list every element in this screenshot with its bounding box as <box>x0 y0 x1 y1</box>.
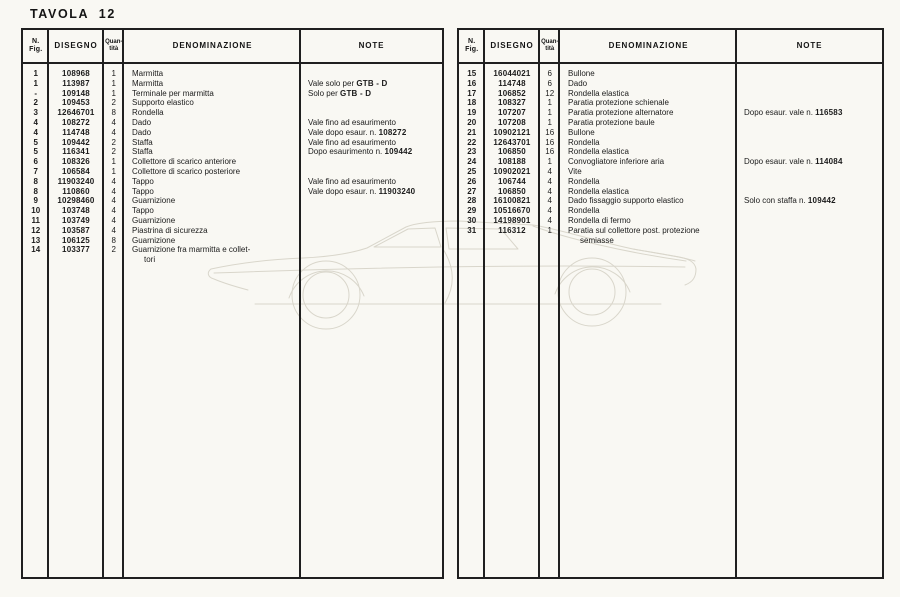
table-row <box>23 128 442 138</box>
denominazione-cell <box>124 147 301 157</box>
denominazione-line: Marmitta <box>132 78 164 88</box>
note-cell <box>737 69 882 79</box>
denominazione-cell <box>124 89 301 99</box>
qty-cell: 2 <box>111 147 116 157</box>
disegno-cell: 12643701 <box>493 137 531 147</box>
disegno-cell: 10298460 <box>57 196 95 206</box>
disegno-cell: 14198901 <box>493 215 531 225</box>
note-cell <box>301 147 442 157</box>
table-row <box>459 177 882 187</box>
fig-cell: 1 <box>33 69 38 78</box>
table-row <box>459 79 882 89</box>
table-body <box>459 64 882 577</box>
table-row <box>23 245 442 265</box>
fig-cell: 22 <box>467 137 477 147</box>
note-cell <box>737 138 882 148</box>
denominazione-cell <box>560 69 737 79</box>
fig-cell: 2 <box>33 98 38 108</box>
qty-cell: 6 <box>547 69 552 78</box>
table-body <box>23 64 442 577</box>
qty-cell: 2 <box>111 245 116 255</box>
denominazione-cell <box>560 196 737 206</box>
note-cell <box>737 147 882 157</box>
fig-cell: 4 <box>33 127 38 137</box>
note-cell <box>737 226 882 246</box>
fig-cell: 26 <box>467 176 477 186</box>
disegno-cell: 106852 <box>498 88 526 98</box>
note-part-number: 108272 <box>378 127 407 137</box>
denominazione-line: Paratia protezione alternatore <box>568 108 674 118</box>
note-cell <box>301 216 442 226</box>
qty-cell: 4 <box>547 176 552 186</box>
fig-cell: 28 <box>467 196 477 206</box>
note-text: Vale fino ad esaurimento <box>308 117 396 127</box>
denominazione-line: Rondella elastica <box>568 88 629 98</box>
note-cell <box>737 118 882 128</box>
fig-cell: 9 <box>33 196 38 206</box>
note-text: Solo per <box>308 88 341 98</box>
note-text: Vale fino ad esaurimento <box>308 137 396 147</box>
note-cell <box>737 187 882 197</box>
denominazione-line: Dado <box>568 78 588 88</box>
disegno-cell: 116312 <box>498 225 526 235</box>
denominazione-cell <box>124 108 301 118</box>
denominazione-line: Rondella elastica <box>568 147 629 157</box>
denominazione-cell <box>124 196 301 206</box>
denominazione-line: Paratia sul collettore post. protezione <box>568 225 700 235</box>
table-row <box>459 226 882 246</box>
fig-cell: 16 <box>467 78 477 88</box>
denominazione-line: Guarnizione <box>132 215 176 225</box>
parts-table-right <box>457 28 884 579</box>
denominazione-cell <box>560 157 737 167</box>
denominazione-cell <box>560 118 737 128</box>
disegno-cell: 16044021 <box>493 69 531 78</box>
denominazione-line: Rondella <box>568 137 600 147</box>
fig-cell: 12 <box>31 225 41 235</box>
disegno-cell: 108188 <box>498 157 526 167</box>
disegno-cell: 108272 <box>62 117 90 127</box>
header-quantita: Quan- tità <box>541 39 559 52</box>
denominazione-line: Dado <box>132 127 152 137</box>
denominazione-cell <box>124 98 301 108</box>
disegno-cell: 12646701 <box>57 108 95 118</box>
denominazione-cell <box>560 187 737 197</box>
disegno-cell: 116341 <box>62 147 90 157</box>
note-text: Vale solo per <box>308 78 357 88</box>
denominazione-line: Guarnizione fra marmitta e collet- <box>132 245 251 255</box>
note-cell <box>737 108 882 118</box>
table-row <box>459 128 882 138</box>
table-row <box>459 108 882 118</box>
note-text: Dopo esaur. vale n. <box>744 157 816 167</box>
fig-cell: 20 <box>467 117 477 127</box>
denominazione-line: Tappo <box>132 186 154 196</box>
table-row <box>459 167 882 177</box>
note-cell <box>301 69 442 79</box>
disegno-cell: 106125 <box>62 235 90 245</box>
note-cell <box>301 98 442 108</box>
denominazione-line: Piastrina di sicurezza <box>132 225 208 235</box>
disegno-cell: 103749 <box>62 215 90 225</box>
qty-cell: 4 <box>547 186 552 196</box>
table-row <box>23 69 442 79</box>
header-fig: N. Fig. <box>465 37 479 53</box>
denominazione-wrap-line: tori <box>144 255 156 265</box>
note-part-number: 116583 <box>815 108 843 118</box>
note-cell <box>301 108 442 118</box>
denominazione-line: Rondella <box>568 176 600 186</box>
table-row <box>459 196 882 206</box>
fig-cell: 27 <box>467 186 477 196</box>
denominazione-line: Rondella di fermo <box>568 215 631 225</box>
disegno-cell: 114748 <box>498 78 526 88</box>
header-note: NOTE <box>796 41 823 51</box>
fig-cell: 15 <box>467 69 477 78</box>
fig-cell: 6 <box>33 157 38 167</box>
fig-cell: 25 <box>467 166 477 176</box>
table-row <box>23 216 442 226</box>
disegno-cell: 110860 <box>62 186 90 196</box>
note-cell <box>737 216 882 226</box>
fig-cell: 18 <box>467 98 477 108</box>
fig-cell: 30 <box>467 215 477 225</box>
table-row <box>23 167 442 177</box>
header-quantita: Quan- tità <box>105 39 123 52</box>
parts-table-left <box>21 28 444 579</box>
qty-cell: 16 <box>545 127 555 137</box>
denominazione-cell <box>124 226 301 236</box>
note-cell <box>301 236 442 246</box>
note-text: Vale dopo esaur. n. <box>308 186 379 196</box>
note-cell <box>301 245 442 265</box>
note-cell <box>737 167 882 177</box>
table-row <box>23 196 442 206</box>
note-cell <box>301 226 442 236</box>
disegno-cell: 10902021 <box>493 166 531 176</box>
denominazione-cell <box>560 167 737 177</box>
denominazione-cell <box>124 69 301 79</box>
table-row <box>23 177 442 187</box>
disegno-cell: 107207 <box>498 108 526 118</box>
note-cell <box>737 128 882 138</box>
qty-cell: 1 <box>547 98 552 108</box>
note-cell <box>301 79 442 89</box>
denominazione-cell <box>124 157 301 167</box>
denominazione-cell <box>124 245 301 265</box>
fig-cell: 8 <box>33 176 38 186</box>
denominazione-line: Rondella elastica <box>568 186 629 196</box>
table-row <box>459 89 882 99</box>
qty-cell: 6 <box>547 78 552 88</box>
qty-cell: 1 <box>111 88 116 98</box>
disegno-cell: 108327 <box>498 98 526 108</box>
note-cell <box>737 89 882 99</box>
disegno-cell: 109148 <box>62 88 90 98</box>
note-part-number: GTB - D <box>356 78 388 88</box>
fig-cell: 31 <box>467 225 477 235</box>
denominazione-line: Tappo <box>132 206 154 216</box>
denominazione-cell <box>560 108 737 118</box>
denominazione-line: Rondella <box>568 206 600 216</box>
fig-cell: 29 <box>467 206 477 216</box>
table-row <box>23 118 442 128</box>
denominazione-line: Terminale per marmitta <box>132 88 214 98</box>
table-row <box>459 157 882 167</box>
disegno-cell: 113987 <box>62 78 90 88</box>
denominazione-cell <box>124 206 301 216</box>
note-cell <box>301 187 442 197</box>
denominazione-line: Guarnizione <box>132 235 176 245</box>
disegno-cell: 107208 <box>498 117 526 127</box>
table-row <box>459 138 882 148</box>
fig-cell: 19 <box>467 108 477 118</box>
fig-cell: 5 <box>33 137 38 147</box>
fig-cell: 13 <box>31 235 41 245</box>
denominazione-cell <box>560 226 737 246</box>
denominazione-line: Tappo <box>132 176 154 186</box>
header-disegno: DISEGNO <box>490 41 534 51</box>
note-cell <box>301 157 442 167</box>
disegno-cell: 108326 <box>62 157 90 167</box>
disegno-cell: 108968 <box>62 69 90 78</box>
note-cell <box>301 177 442 187</box>
header-denominazione: DENOMINAZIONE <box>172 41 253 51</box>
disegno-cell: 106744 <box>498 176 526 186</box>
denominazione-line: Paratia protezione schienale <box>568 98 669 108</box>
table-row <box>23 187 442 197</box>
denominazione-line: Convogliatore inferiore aria <box>568 157 665 167</box>
disegno-cell: 106584 <box>62 166 90 176</box>
denominazione-line: Dado fissaggio supporto elastico <box>568 196 684 206</box>
denominazione-cell <box>124 236 301 246</box>
fig-cell: 14 <box>31 245 41 255</box>
table-row <box>459 187 882 197</box>
disegno-cell: 106850 <box>498 147 526 157</box>
denominazione-cell <box>560 128 737 138</box>
fig-cell: 11 <box>31 215 40 225</box>
denominazione-wrap-line: semiasse <box>580 235 614 245</box>
qty-cell: 4 <box>547 206 552 216</box>
qty-cell: 16 <box>545 147 555 157</box>
table-row <box>459 206 882 216</box>
qty-cell: 12 <box>545 88 555 98</box>
disegno-cell: 106850 <box>498 186 526 196</box>
qty-cell: 2 <box>111 98 116 108</box>
fig-cell: - <box>34 88 38 98</box>
disegno-cell: 103748 <box>62 206 90 216</box>
denominazione-line: Supporto elastico <box>132 98 194 108</box>
note-part-number: 114084 <box>815 157 843 167</box>
note-cell <box>737 177 882 187</box>
fig-cell: 8 <box>33 186 38 196</box>
note-cell <box>301 118 442 128</box>
denominazione-line: Paratia protezione baule <box>568 117 655 127</box>
denominazione-line: Guarnizione <box>132 196 176 206</box>
note-cell <box>737 206 882 216</box>
qty-cell: 1 <box>111 69 116 78</box>
note-text: Vale dopo esaur. n. <box>308 127 379 137</box>
denominazione-line: Dado <box>132 117 152 127</box>
denominazione-cell <box>124 216 301 226</box>
denominazione-cell <box>124 187 301 197</box>
fig-cell: 4 <box>33 117 38 127</box>
fig-cell: 5 <box>33 147 38 157</box>
table-row <box>23 226 442 236</box>
denominazione-line: Collettore di scarico posteriore <box>132 166 241 176</box>
qty-cell: 4 <box>111 127 116 137</box>
fig-cell: 21 <box>467 127 477 137</box>
table-row <box>23 79 442 89</box>
disegno-cell: 10902121 <box>493 127 531 137</box>
note-text: Vale fino ad esaurimento <box>308 176 396 186</box>
denominazione-cell <box>124 138 301 148</box>
note-cell <box>301 89 442 99</box>
denominazione-cell <box>560 79 737 89</box>
denominazione-line: Marmitta <box>132 69 164 78</box>
denominazione-cell <box>560 206 737 216</box>
note-part-number: 109442 <box>807 196 836 206</box>
note-cell <box>737 79 882 89</box>
denominazione-line: Vite <box>568 166 582 176</box>
denominazione-cell <box>124 177 301 187</box>
table-row <box>23 89 442 99</box>
table-row <box>23 138 442 148</box>
disegno-cell: 10516670 <box>493 206 531 216</box>
note-cell <box>737 157 882 167</box>
page-title: TAVOLA 12 <box>30 7 116 21</box>
table-row <box>23 108 442 118</box>
denominazione-cell <box>560 138 737 148</box>
note-text: Dopo esaurimento n. <box>308 147 385 157</box>
denominazione-line: Staffa <box>132 137 153 147</box>
note-cell <box>737 98 882 108</box>
denominazione-line: Staffa <box>132 147 153 157</box>
table-header <box>23 30 442 62</box>
note-cell <box>301 138 442 148</box>
qty-cell: 1 <box>547 108 552 118</box>
qty-cell: 4 <box>111 186 116 196</box>
fig-cell: 17 <box>467 88 477 98</box>
denominazione-cell <box>124 167 301 177</box>
denominazione-cell <box>124 118 301 128</box>
note-cell <box>301 128 442 138</box>
qty-cell: 1 <box>547 225 552 235</box>
qty-cell: 4 <box>111 225 116 235</box>
note-part-number: 11903240 <box>378 186 416 196</box>
fig-cell: 23 <box>467 147 477 157</box>
denominazione-cell <box>560 98 737 108</box>
denominazione-cell <box>124 128 301 138</box>
table-row <box>23 98 442 108</box>
table-row <box>459 118 882 128</box>
qty-cell: 8 <box>111 235 116 245</box>
table-header <box>459 30 882 62</box>
qty-cell: 1 <box>111 157 116 167</box>
note-part-number: 109442 <box>384 147 413 157</box>
qty-cell: 1 <box>111 78 116 88</box>
denominazione-line: Rondella <box>132 108 164 118</box>
note-cell <box>301 196 442 206</box>
table-row <box>459 147 882 157</box>
qty-cell: 1 <box>547 157 552 167</box>
qty-cell: 4 <box>111 176 116 186</box>
denominazione-line: Collettore di scarico anteriore <box>132 157 237 167</box>
note-cell <box>301 206 442 216</box>
fig-cell: 3 <box>33 108 38 118</box>
fig-cell: 7 <box>33 166 38 176</box>
denominazione-cell <box>560 216 737 226</box>
header-fig: N. Fig. <box>29 37 43 53</box>
table-row <box>459 216 882 226</box>
denominazione-cell <box>560 177 737 187</box>
qty-cell: 8 <box>111 108 116 118</box>
disegno-cell: 16100821 <box>493 196 531 206</box>
disegno-cell: 11903240 <box>57 176 95 186</box>
table-row <box>459 98 882 108</box>
qty-cell: 1 <box>547 117 552 127</box>
disegno-cell: 103587 <box>62 225 90 235</box>
disegno-cell: 109442 <box>62 137 90 147</box>
qty-cell: 2 <box>111 137 116 147</box>
header-note: NOTE <box>358 41 385 51</box>
qty-cell: 1 <box>111 166 116 176</box>
denominazione-line: Bullone <box>568 69 595 78</box>
qty-cell: 4 <box>111 196 116 206</box>
header-denominazione: DENOMINAZIONE <box>608 41 689 51</box>
qty-cell: 4 <box>111 215 116 225</box>
note-cell <box>301 167 442 177</box>
qty-cell: 4 <box>111 206 116 216</box>
header-disegno: DISEGNO <box>54 41 98 51</box>
note-part-number: GTB - D <box>340 88 372 98</box>
fig-cell: 1 <box>33 78 38 88</box>
denominazione-cell <box>560 89 737 99</box>
note-text: Solo con staffa n. <box>744 196 808 206</box>
table-row <box>23 236 442 246</box>
denominazione-cell <box>124 79 301 89</box>
qty-cell: 4 <box>547 166 552 176</box>
disegno-cell: 103377 <box>62 245 90 255</box>
fig-cell: 24 <box>467 157 477 167</box>
denominazione-line: Bullone <box>568 127 595 137</box>
table-row <box>23 157 442 167</box>
disegno-cell: 109453 <box>62 98 90 108</box>
disegno-cell: 114748 <box>62 127 90 137</box>
table-row <box>459 69 882 79</box>
qty-cell: 16 <box>545 137 555 147</box>
table-row <box>23 147 442 157</box>
note-cell <box>737 196 882 206</box>
denominazione-cell <box>560 147 737 157</box>
fig-cell: 10 <box>31 206 41 216</box>
table-row <box>23 206 442 216</box>
qty-cell: 4 <box>111 117 116 127</box>
note-text: Dopo esaur. vale n. <box>744 108 816 118</box>
qty-cell: 4 <box>547 215 552 225</box>
qty-cell: 4 <box>547 196 552 206</box>
